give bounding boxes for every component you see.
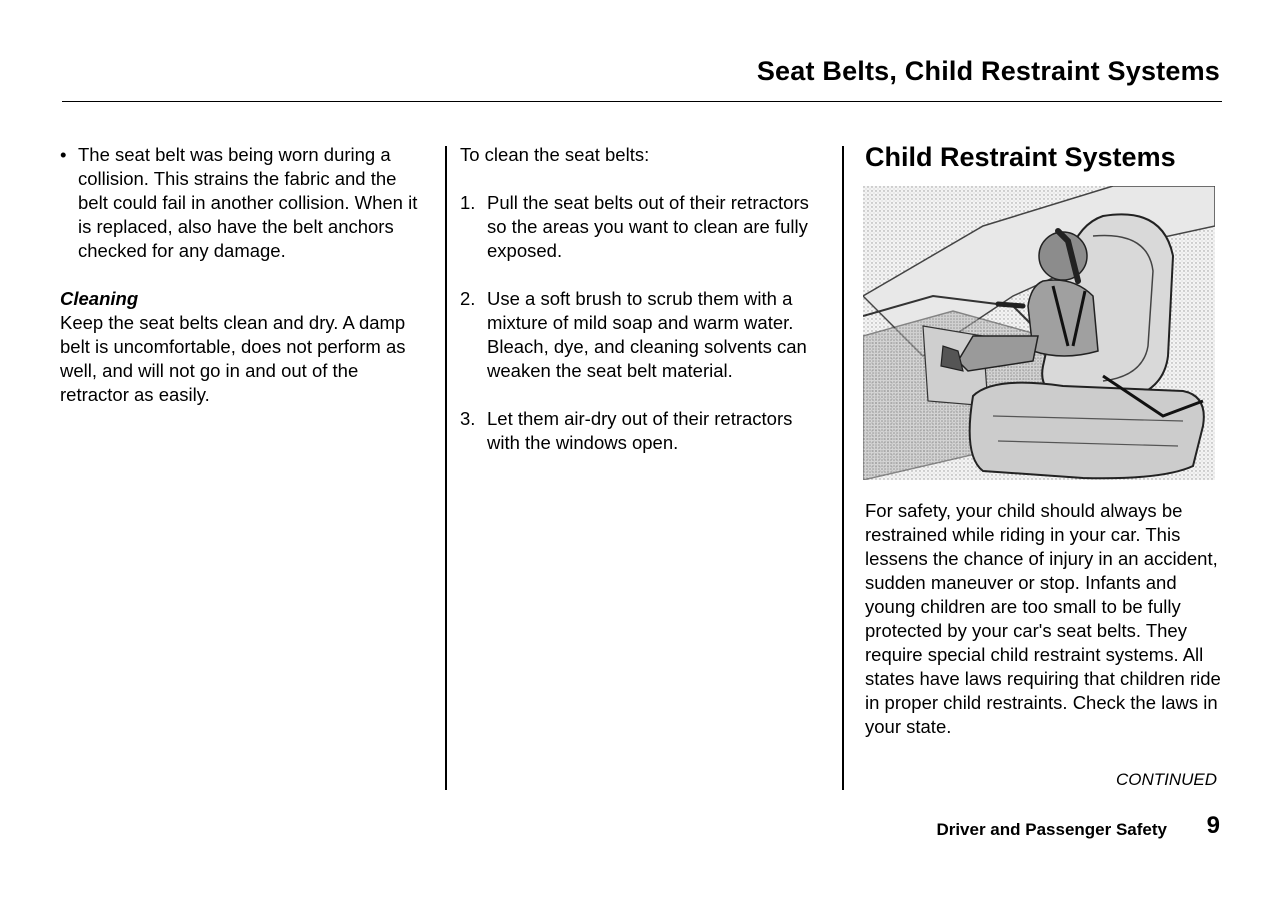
step-number: 2. — [460, 288, 476, 309]
cleaning-paragraph: Keep the seat belts clean and dry. A damp belt is uncomfortable, does not perform as well, and will not go in and out of the retractor as easily. — [60, 312, 406, 405]
cleaning-intro: To clean the seat belts: — [460, 144, 650, 165]
page-number: 9 — [1206, 812, 1220, 839]
cleaning-step — [460, 407, 830, 455]
column-middle — [460, 143, 830, 479]
column-divider-left — [445, 146, 447, 790]
cleaning-step — [460, 287, 830, 383]
step-number: 3. — [460, 408, 476, 429]
step-text: Let them air-dry out of their retractors with the windows open. — [487, 408, 793, 453]
column-divider-right — [842, 146, 844, 790]
step-text: Use a soft brush to scrub them with a mixture of mild soap and warm water. Bleach, dye, and cleaning solvents can weaken the seat belt material. — [487, 288, 807, 381]
child-in-car-seat-illustration — [863, 186, 1215, 480]
column-left — [60, 143, 430, 407]
child-restraint-paragraph: For safety, your child should always be restrained while riding in your car. This lessens the chance of injury in an accident, sudden maneuver or stop. Infants and young children are too small to be fully protected by your car's seat belts. They require special child restraint systems. All states have laws requiring that children ride in proper child restraints. Check the laws in your state. — [865, 500, 1221, 737]
cleaning-heading: Cleaning — [60, 288, 139, 309]
bullet-item — [60, 143, 430, 263]
section-title: Child Restraint Systems — [865, 142, 1176, 172]
step-number: 1. — [460, 192, 476, 213]
continued-label: CONTINUED — [1115, 770, 1217, 789]
footer-section-name: Driver and Passenger Safety — [936, 820, 1167, 839]
bullet-marker: • — [60, 144, 67, 165]
page-title: Seat Belts, Child Restraint Systems — [756, 56, 1220, 86]
header-divider — [62, 101, 1222, 102]
cleaning-step — [460, 191, 830, 263]
column-right — [865, 140, 1225, 174]
step-text: Pull the seat belts out of their retractors so the areas you want to clean are fully exposed. — [487, 192, 809, 261]
bullet-text: The seat belt was being worn during a collision. This strains the fabric and the belt could fail in another collision. When it is replaced, also have the belt anchors checked for any damage. — [78, 144, 418, 261]
